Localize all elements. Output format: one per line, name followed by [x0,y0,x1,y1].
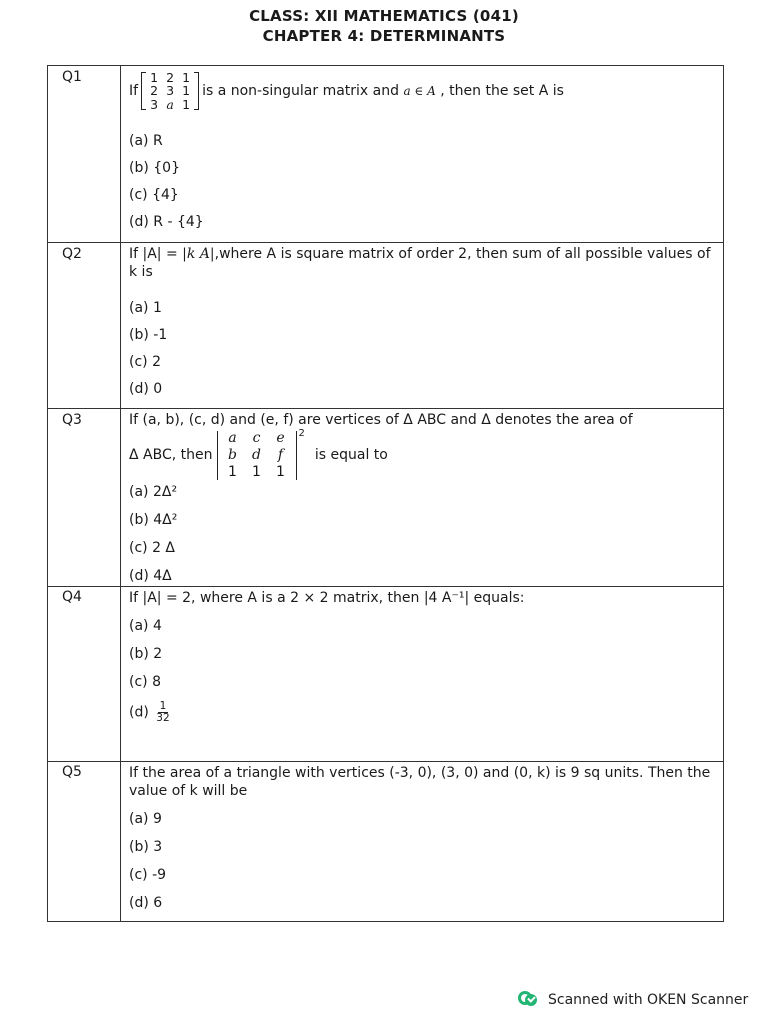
class-title: CLASS: XII MATHEMATICS (041) [249,7,519,25]
option-d: (d) 0 [129,381,163,397]
determinant-exponent: 2 [298,428,305,439]
option-c: (c) 2 Δ [129,540,176,556]
determinant-cell: c [252,429,261,446]
option-a: (a) 2Δ² [129,484,178,500]
question-stem-math: |k A| [182,246,215,262]
option-b: (b) 3 [129,839,163,855]
question-stem-prefix: Δ ABC, then [129,447,213,463]
question-stem-math: a ∈ A [403,84,436,98]
questions-table [47,65,724,922]
chapter-title: CHAPTER 4: DETERMINANTS [262,27,506,45]
option-c: (c) 8 [129,674,161,690]
question-body [121,243,724,409]
determinant-cell: a [228,429,237,446]
determinant-cell: 1 [252,463,261,480]
question-stem-suffix: , then the set A is [440,83,564,99]
option-d-label: (d) [129,704,149,721]
matrix-cell: 2 [166,69,175,85]
option-b: (b) {0} [129,160,180,176]
fraction [156,701,169,724]
question-number: Q1 [62,69,82,85]
question-body [121,762,724,922]
option-d: (d) 4Δ [129,568,172,584]
matrix [141,71,199,112]
matrix-cell: 1 [150,69,159,85]
determinant [216,430,298,481]
matrix-cell: a [166,96,174,112]
watermark-text: Scanned with OKEN Scanner [548,992,749,1008]
option-b: (b) -1 [129,327,168,343]
question-stem-suffix: is equal to [314,447,388,463]
option-b: (b) 2 [129,646,163,662]
question-stem-prefix: If |A| = [129,246,178,262]
question-stem-mid: is a non-singular matrix and [202,83,400,99]
option-c: (c) -9 [129,867,167,883]
question-body [121,66,724,243]
option-a: (a) R [129,133,163,149]
determinant-cell: 1 [276,463,285,480]
matrix-cell: 1 [182,96,191,112]
option-d [129,701,715,724]
option-a: (a) 9 [129,811,162,827]
question-stem-suffix: ,where A is square matrix of order 2, then sum of all possible values of k is [129,246,711,280]
question-row-q5 [48,762,724,922]
question-row-q1 [48,66,724,243]
question-number: Q2 [62,246,82,262]
option-b: (b) 4Δ² [129,512,178,528]
question-body [121,409,724,587]
matrix-cell: 1 [182,69,191,85]
determinant-cell: 1 [228,463,237,480]
question-stem-line1: If (a, b), (c, d) and (e, f) are vertices of Δ ABC and Δ denotes the area of [129,412,633,428]
question-body [121,587,724,762]
determinant-cell: e [276,429,285,446]
determinant-cell: d [252,446,261,463]
option-a: (a) 4 [129,618,162,634]
fraction-numerator: 1 [159,700,167,712]
option-d: (d) R - {4} [129,214,204,230]
matrix-cell: 2 [150,83,159,99]
question-number: Q4 [62,589,82,605]
scanner-watermark [518,990,748,1010]
matrix-cell: 1 [182,83,191,99]
determinant-cell: f [277,446,284,463]
question-row-q2 [48,243,724,409]
matrix-cell: 3 [166,83,175,99]
question-number: Q3 [62,412,82,428]
option-a: (a) 1 [129,300,162,316]
fraction-denominator: 32 [156,712,170,724]
question-row-q4 [48,587,724,762]
option-c: (c) {4} [129,187,179,203]
question-number: Q5 [62,764,82,780]
option-d: (d) 6 [129,895,163,911]
option-c: (c) 2 [129,354,161,370]
question-stem: If the area of a triangle with vertices (-3, 0), (3, 0) and (0, k) is 9 sq units. Then the value of k will be [129,765,711,799]
question-row-q3 [48,409,724,587]
determinant-cell: b [228,446,237,463]
matrix-cell: 3 [150,96,159,112]
oken-scanner-logo-icon [518,990,538,1010]
question-stem: If |A| = 2, where A is a 2 × 2 matrix, then |4 A⁻¹| equals: [129,590,525,606]
question-stem-prefix: If [129,83,139,99]
